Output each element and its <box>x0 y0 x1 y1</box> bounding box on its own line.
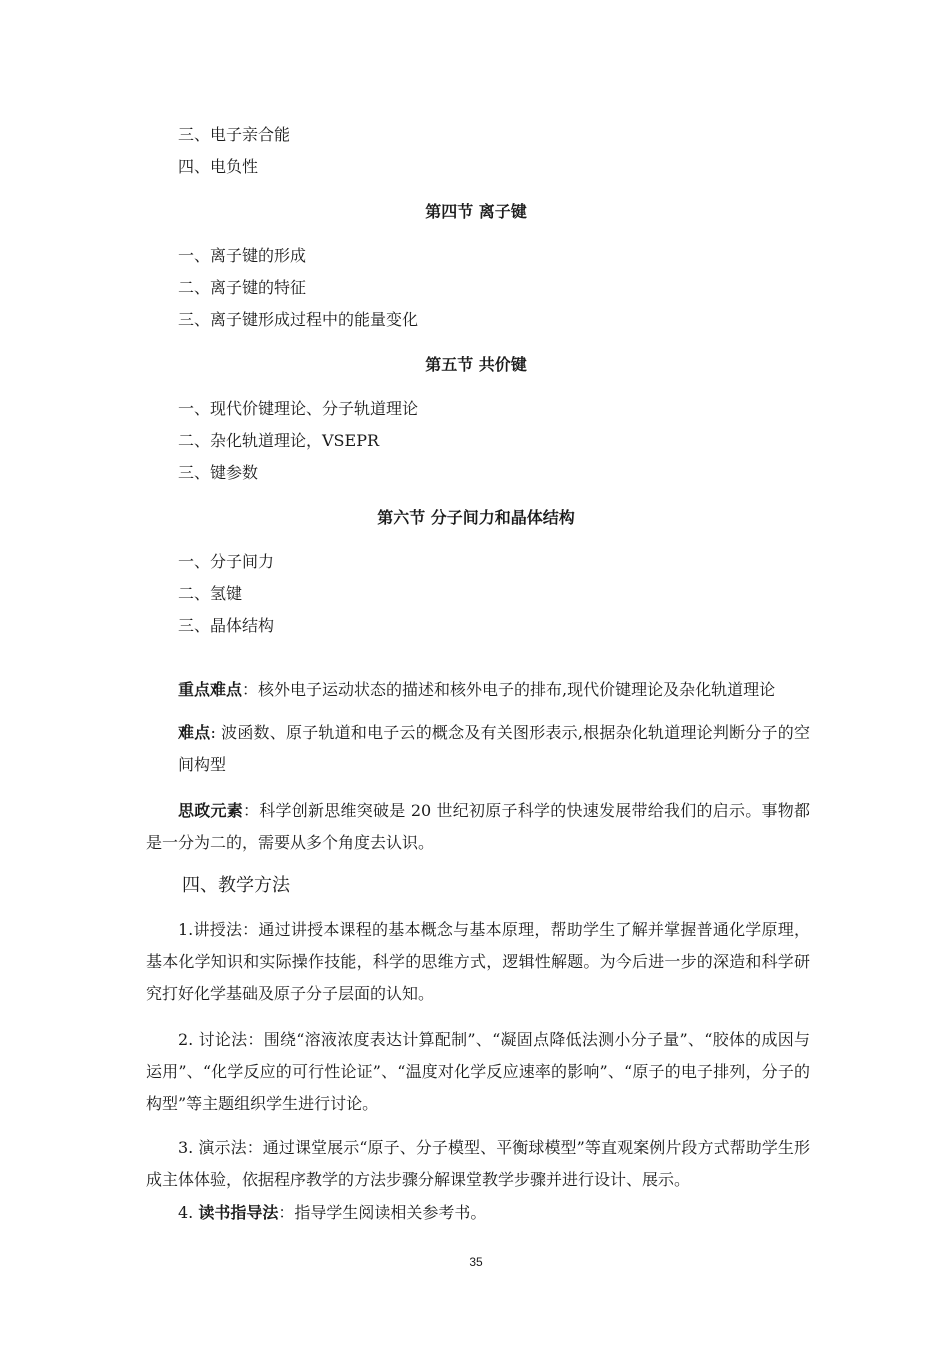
difficulties-text: : 波函数、原子轨道和电子云的概念及有关图形表示,根据杂化轨道理论判断分子的空间构型 <box>178 723 810 774</box>
section-heading: 第四节 离子键 <box>425 202 527 221</box>
list-item: 一、离子键的形成 <box>178 246 307 265</box>
list-item: 二、离子键的特征 <box>178 278 307 297</box>
list-item: 二、杂化轨道理论，VSEPR <box>178 431 380 450</box>
key-points-text: ：核外电子运动状态的描述和核外电子的排布,现代价键理论及杂化轨道理论 <box>242 680 776 699</box>
ideology-label: 思政元素 <box>178 801 243 820</box>
key-points-label: 重点难点 <box>178 680 243 699</box>
method-lecture: 1.讲授法：通过讲授本课程的基本概念与基本原理，帮助学生了解并掌握普通化学原理，基本化学知识和实际操作技能，科学的思维方式，逻辑性解题。为今后进一步的深造和科学研究打好化学基础及原子分子层面的认知。 <box>146 920 810 1003</box>
list-item: 三、键参数 <box>178 463 259 482</box>
list-item: 三、晶体结构 <box>178 616 275 635</box>
list-item: 一、现代价键理论、分子轨道理论 <box>178 399 419 418</box>
list-item: 二、氢键 <box>178 584 243 603</box>
section-heading: 第五节 共价键 <box>425 355 527 374</box>
section-title: 四、教学方法 <box>182 875 290 896</box>
difficulties-label: 难点 <box>178 723 211 742</box>
list-item: 一、分子间力 <box>178 552 275 571</box>
method-reading-guidance <box>178 1202 486 1224</box>
difficulties <box>178 717 810 781</box>
page-number: 35 <box>469 1255 483 1269</box>
key-points <box>178 679 775 701</box>
list-item: 四、电负性 <box>178 157 259 176</box>
list-item: 三、离子键形成过程中的能量变化 <box>178 310 419 329</box>
list-item: 三、电子亲合能 <box>178 125 291 144</box>
method-number: 4. <box>178 1203 194 1222</box>
section-heading: 第六节 分子间力和晶体结构 <box>377 508 575 527</box>
method-discussion: 2. 讨论法：围绕“溶液浓度表达计算配制”、“凝固点降低法测小分子量”、“胶体的成因与运用”、“化学反应的可行性论证”、“温度对化学反应速率的影响”、“原子的电子排列，分子的构型”等主题组织学生进行讨论。 <box>146 1030 810 1113</box>
ideology-elements <box>146 795 810 859</box>
method-text: ：指导学生阅读相关参考书。 <box>278 1203 487 1222</box>
method-label: 读书指导法 <box>198 1203 279 1222</box>
ideology-text: ：科学创新思维突破是 20 世纪初原子科学的快速发展带给我们的启示。事物都是一分为二的，需要从多个角度去认识。 <box>146 801 810 852</box>
method-demonstration: 3. 演示法：通过课堂展示“原子、分子模型、平衡球模型”等直观案例片段方式帮助学生形成主体体验，依据程序教学的方法步骤分解课堂教学步骤并进行设计、展示。 <box>146 1138 810 1189</box>
